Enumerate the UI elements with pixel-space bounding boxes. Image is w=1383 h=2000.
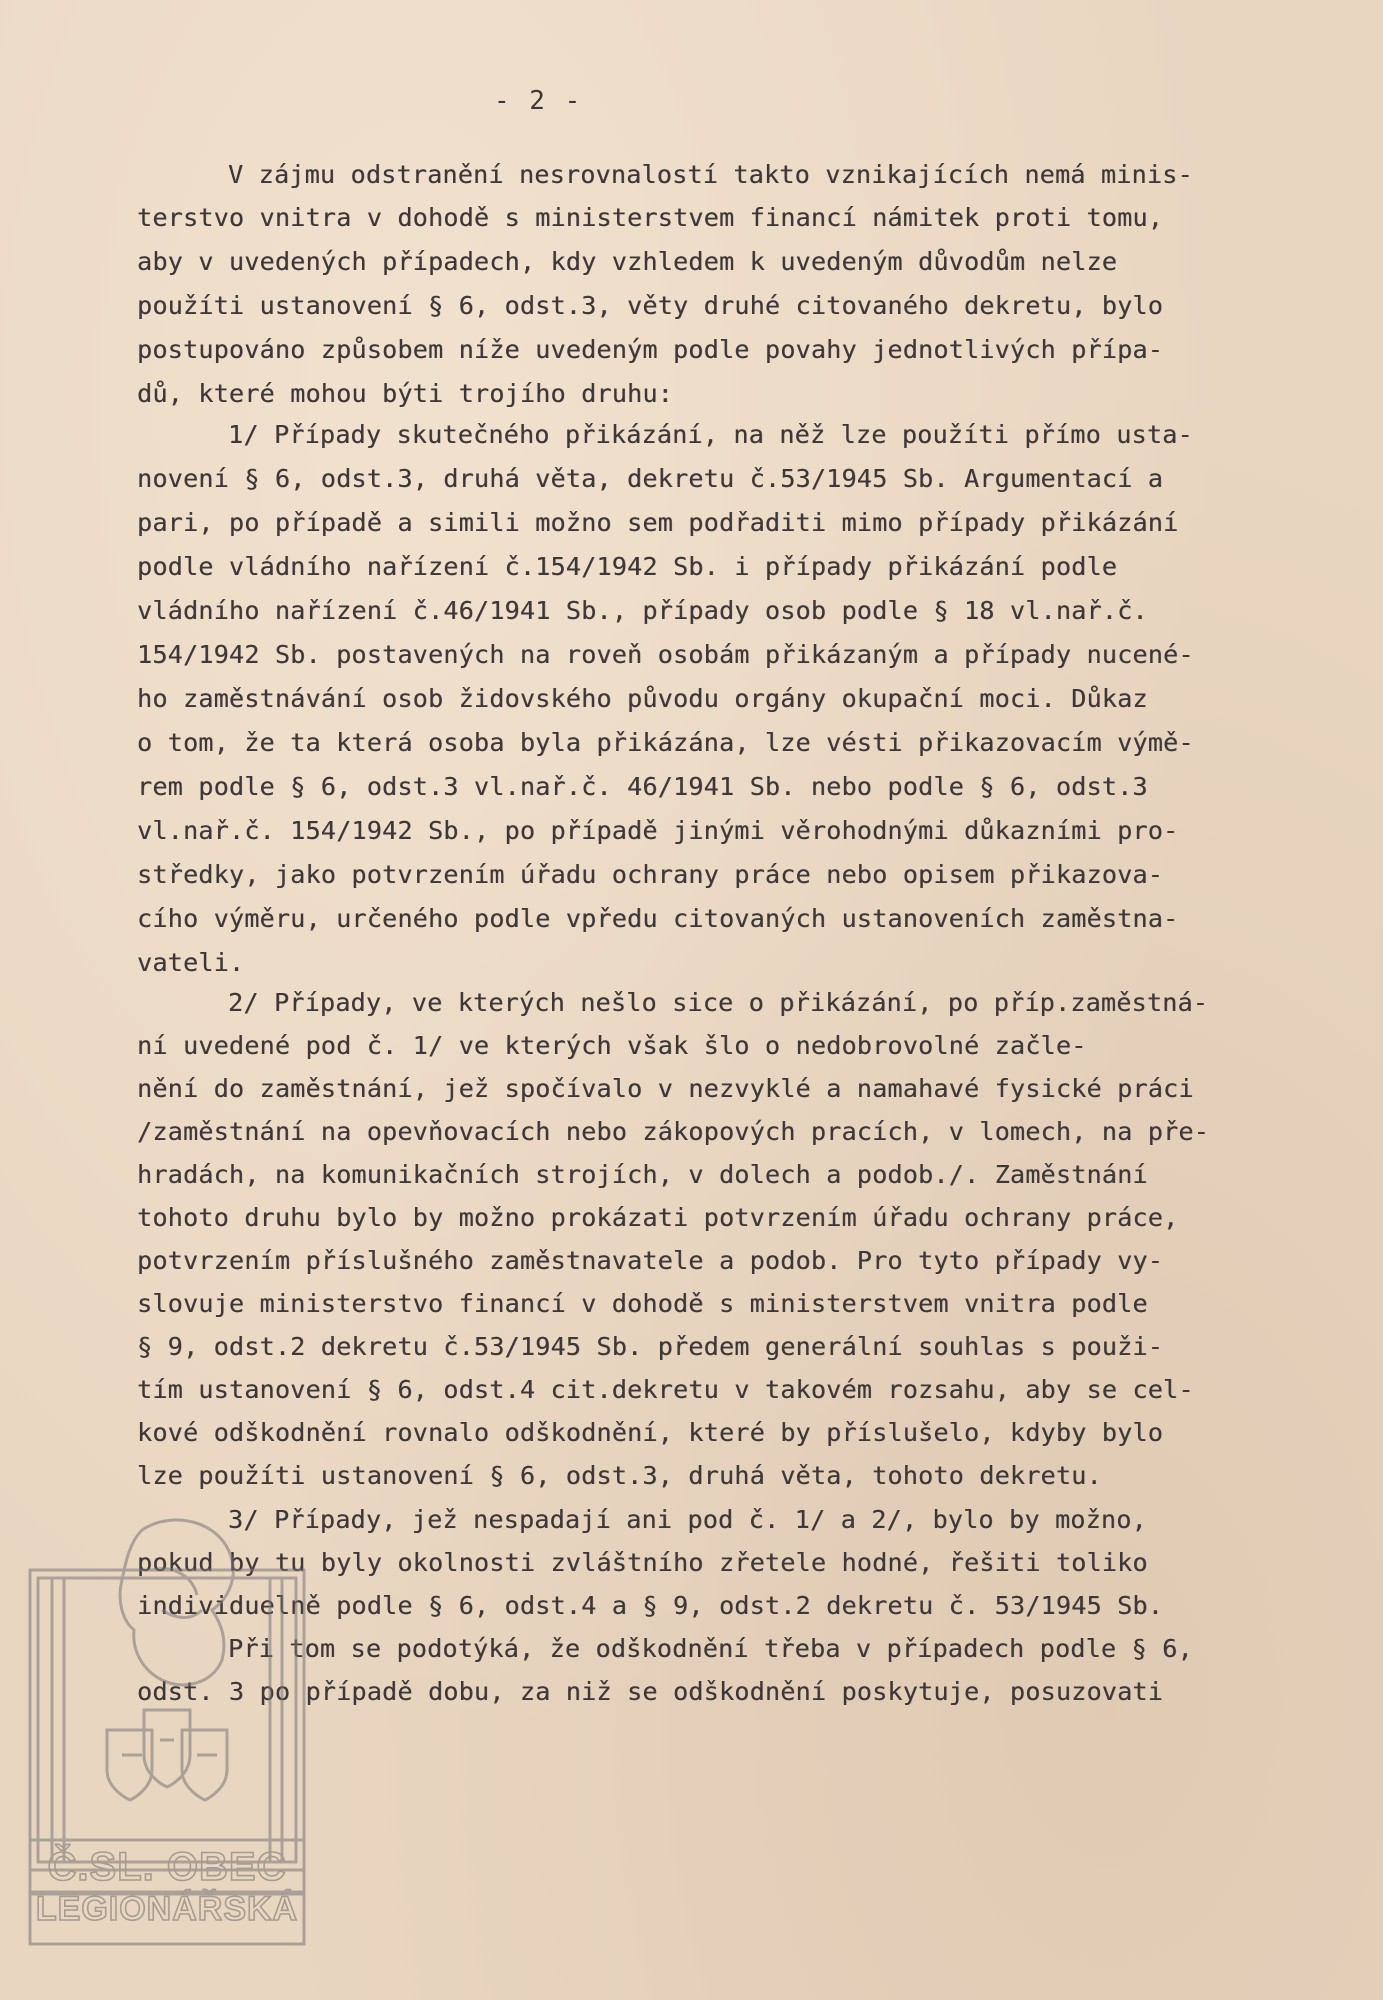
- text-line: o tom, že ta která osoba byla přikázána, lze vésti přikazovacím výmě-: [137, 728, 1194, 757]
- text-line: terstvo vnitra v dohodě s ministerstvem financí námitek proti tomu,: [137, 203, 1164, 232]
- text-line: pari, po případě a simili možno sem podřaditi mimo případy přikázání: [137, 508, 1179, 537]
- text-line: V zájmu odstranění nesrovnalostí takto vznikajících nemá minis-: [228, 160, 1193, 189]
- text-line: 3/ Případy, jež nespadají ani pod č. 1/ a 2/, bylo by možno,: [228, 1505, 1147, 1534]
- text-line: použíti ustanovení § 6, odst.3, věty druhé citovaného dekretu, bylo: [137, 291, 1164, 320]
- text-line: slovuje ministerstvo financí v dohodě s ministerstvem vnitra podle: [137, 1289, 1148, 1318]
- text-line: rem podle § 6, odst.3 vl.nař.č. 46/1941 Sb. nebo podle § 6, odst.3: [137, 772, 1148, 801]
- text-line: aby v uvedených případech, kdy vzhledem k uvedeným důvodům nelze: [137, 247, 1118, 276]
- text-line: 1/ Případy skutečného přikázání, na něž lze použíti přímo usta-: [228, 420, 1193, 449]
- text-line: postupováno způsobem níže uvedeným podle povahy jednotlivých přípa-: [137, 335, 1164, 364]
- text-line: podle vládního nařízení č.154/1942 Sb. i případy přikázání podle: [137, 552, 1118, 581]
- text-line: cího výměru, určeného podle vpředu citovaných ustanoveních zaměstna-: [137, 904, 1179, 933]
- page-number: - 2 -: [494, 86, 583, 116]
- stamp-text-line1: Č.SL. OBEC: [47, 1845, 287, 1889]
- stamp-text-line2: LEGIONÁŘSKÁ: [35, 1890, 299, 1928]
- text-line: vl.nař.č. 154/1942 Sb., po případě jinými věrohodnými důkazními pro-: [137, 816, 1179, 845]
- text-line: individuelně podle § 6, odst.4 a § 9, odst.2 dekretu č. 53/1945 Sb.: [137, 1591, 1164, 1620]
- text-line: ní uvedené pod č. 1/ ve kterých však šlo o nedobrovolné začle-: [137, 1031, 1087, 1060]
- text-line: středky, jako potvrzením úřadu ochrany práce nebo opisem přikazova-: [137, 860, 1164, 889]
- text-line: dů, které mohou býti trojího druhu:: [137, 379, 673, 408]
- text-line: tohoto druhu bylo by možno prokázati potvrzením úřadu ochrany práce,: [137, 1203, 1179, 1232]
- text-line: tím ustanovení § 6, odst.4 cit.dekretu v takovém rozsahu, aby se cel-: [137, 1375, 1194, 1404]
- text-line: odst. 3 po případě dobu, za niž se odškodnění poskytuje, posuzovati: [137, 1677, 1164, 1706]
- text-line: § 9, odst.2 dekretu č.53/1945 Sb. předem generální souhlas s použi-: [137, 1332, 1164, 1361]
- text-line: lze použíti ustanovení § 6, odst.3, druhá věta, tohoto dekretu.: [137, 1461, 1102, 1490]
- legion-watermark-stamp: [22, 1510, 312, 1965]
- text-line: novení § 6, odst.3, druhá věta, dekretu č.53/1945 Sb. Argumentací a: [137, 464, 1164, 493]
- text-line: potvrzením příslušného zaměstnavatele a podob. Pro tyto případy vy-: [137, 1246, 1164, 1275]
- text-line: nění do zaměstnání, jež spočívalo v nezvyklé a namahavé fysické práci: [137, 1074, 1194, 1103]
- text-line: kové odškodnění rovnalo odškodnění, které by příslušelo, kdyby bylo: [137, 1418, 1164, 1447]
- text-line: /zaměstnání na opevňovacích nebo zákopových pracích, v lomech, na pře-: [137, 1117, 1209, 1146]
- text-line: 154/1942 Sb. postavených na roveň osobám přikázaným a případy nucené-: [137, 640, 1194, 669]
- text-line: Při tom se podotýká, že odškodnění třeba v případech podle § 6,: [228, 1634, 1193, 1663]
- text-line: hradách, na komunikačních strojích, v dolech a podob./. Zaměstnání: [137, 1160, 1148, 1189]
- text-line: ho zaměstnávání osob židovského původu orgány okupační moci. Důkaz: [137, 684, 1148, 713]
- text-line: vateli.: [137, 948, 245, 977]
- text-line: 2/ Případy, ve kterých nešlo sice o přikázání, po příp.zaměstná-: [228, 988, 1209, 1017]
- text-line: vládního nařízení č.46/1941 Sb., případy osob podle § 18 vl.nař.č.: [137, 596, 1148, 625]
- text-line: pokud by tu byly okolnosti zvláštního zřetele hodné, řešiti toliko: [137, 1548, 1148, 1577]
